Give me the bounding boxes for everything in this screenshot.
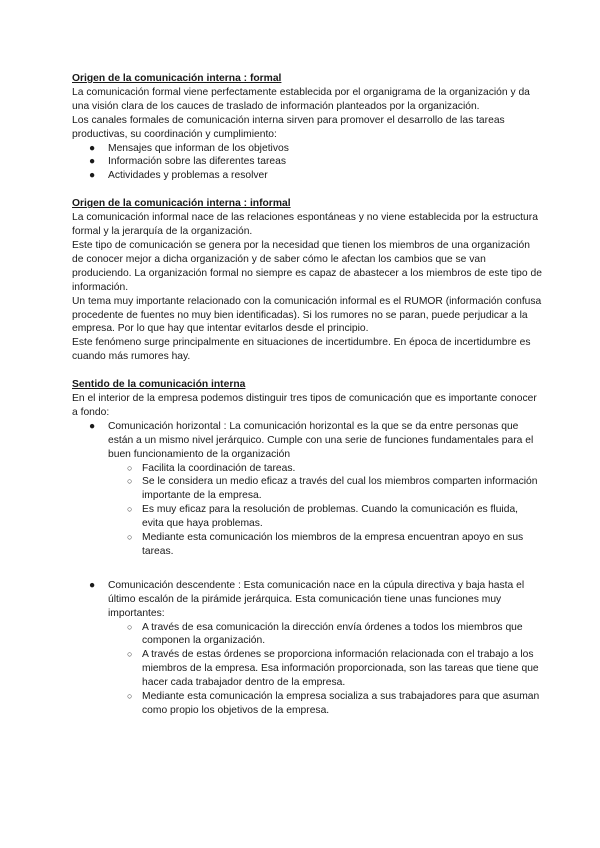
list-item: ○ A través de esa comunicación la dirección envía órdenes a todos los miembros que componen la organización.: [127, 621, 523, 647]
list-item: ○ Mediante esta comunicación los miembros de la empresa encuentran apoyo en sus tareas.: [127, 532, 524, 557]
bullet-icon: ●: [89, 142, 96, 154]
list-item-horizontal: ● Comunicación horizontal : La comunicación horizontal es la que se da entre personas que están a un mismo nivel jerárquico. Cumple con una serie de funciones fundamentales para el buen funcionamiento de la organización ○ Facilita la coordinación de tareas. ○ Se le considera un medio eficaz a través del cual los miembros comparten información importante de la empresa. ○ Es muy eficaz para la resolución de problemas. Cuando la comunicación es fluida, evita que haya problemas. ○ Mediante esta comunicación los miembros de la empresa encuentran apoyo en sus tareas.: [72, 420, 542, 559]
bullet-icon: ●: [89, 170, 96, 182]
sub-bullet-list: [72, 621, 542, 718]
circle-bullet-icon: ○: [127, 621, 133, 632]
paragraph: Un tema muy importante relacionado con la comunicación informal es el RUMOR (información confusa procedente de fuentes no muy bien identificadas). Si los rumores no se paran, puede perjudicar a la empresa. Por lo que hay que intentar evitarlos desde el principio.: [72, 295, 542, 335]
section-title: Origen de la comunicación interna : formal: [72, 73, 282, 84]
bullet-icon: ●: [89, 156, 96, 168]
bullet-icon: ●: [89, 420, 96, 432]
circle-bullet-icon: ○: [127, 462, 133, 473]
section-formal: [72, 72, 542, 183]
paragraph: En el interior de la empresa podemos distinguir tres tipos de comunicación que es importante conocer a fondo:: [72, 393, 537, 418]
paragraph: Este fenómeno surge principalmente en situaciones de incertidumbre. En época de incertidumbre es cuando más rumores hay.: [72, 337, 531, 363]
bullet-list: [72, 420, 542, 559]
circle-bullet-icon: ○: [127, 691, 133, 702]
list-item: ○ Se le considera un medio eficaz a través del cual los miembros comparten información importante de la empresa.: [127, 476, 538, 502]
bullet-icon: ●: [89, 579, 96, 591]
circle-bullet-icon: ○: [127, 476, 133, 487]
circle-bullet-icon: ○: [127, 504, 133, 515]
section-sentido: [72, 378, 542, 718]
list-item: ○ Es muy eficaz para la resolución de problemas. Cuando la comunicación es fluida, evita que haya problemas.: [127, 504, 519, 530]
bullet-list: [72, 579, 542, 718]
sub-bullet-list: [72, 462, 542, 559]
circle-bullet-icon: ○: [127, 532, 133, 543]
section-informal: [72, 197, 542, 364]
list-item: ● Información sobre las diferentes tareas: [89, 156, 286, 168]
paragraph: La comunicación informal nace de las relaciones espontáneas y no viene establecida por la estructura formal y la jerarquía de la organización.: [72, 212, 538, 238]
document-page: [72, 72, 542, 718]
list-item: ● Mensajes que informan de los objetivos: [89, 142, 289, 154]
list-item: ○ Mediante esta comunicación la empresa socializa a sus trabajadores para que asuman como propio los objetivos de la empresa.: [127, 691, 540, 716]
paragraph: La comunicación formal viene perfectamente establecida por el organigrama de la organización y da una visión clara de los cauces de traslado de información planteados por la organización.: [72, 86, 530, 112]
circle-bullet-icon: ○: [127, 649, 133, 660]
section-title: Sentido de la comunicación interna: [72, 379, 246, 391]
list-item-descendente: ● Comunicación descendente : Esta comunicación nace en la cúpula directiva y baja hasta el último escalón de la pirámide jerárquica. Esta comunicación tiene unas funciones muy importantes: ○ A través de esa comunicación la dirección envía órdenes a todos los miembros que componen la organización. ○ A través de estas órdenes se proporciona información relacionada con el trabajo a los miembros de la empresa. Esa información proporcionada, son las tareas que tiene que hacer cada trabajador dentro de la empresa. ○ Mediante esta comunicación la empresa socializa a sus trabajadores para que asuman como propio los objetivos de la empresa.: [72, 579, 542, 718]
list-item: ● Actividades y problemas a resolver: [89, 170, 268, 182]
paragraph: Los canales formales de comunicación interna sirven para promover el desarrollo de las tareas productivas, su coordinación y cumplimiento:: [72, 114, 505, 140]
section-title: Origen de la comunicación interna : informal: [72, 198, 291, 210]
bullet-list: [72, 142, 542, 184]
paragraph: Este tipo de comunicación se genera por la necesidad que tienen los miembros de una organización de conocer mejor a dicha organización y de saber cómo le afectan los cambios que se van produciendo. La organización formal no siempre es capaz de abastecer a los miembros de este tipo de información.: [72, 239, 542, 293]
list-item: ○ A través de estas órdenes se proporciona información relacionada con el trabajo a los miembros de la empresa. Esa información proporcionada, son las tareas que tiene que hacer cada trabajador dentro de la empresa.: [127, 649, 539, 689]
list-item: ○ Facilita la coordinación de tareas.: [127, 462, 296, 474]
